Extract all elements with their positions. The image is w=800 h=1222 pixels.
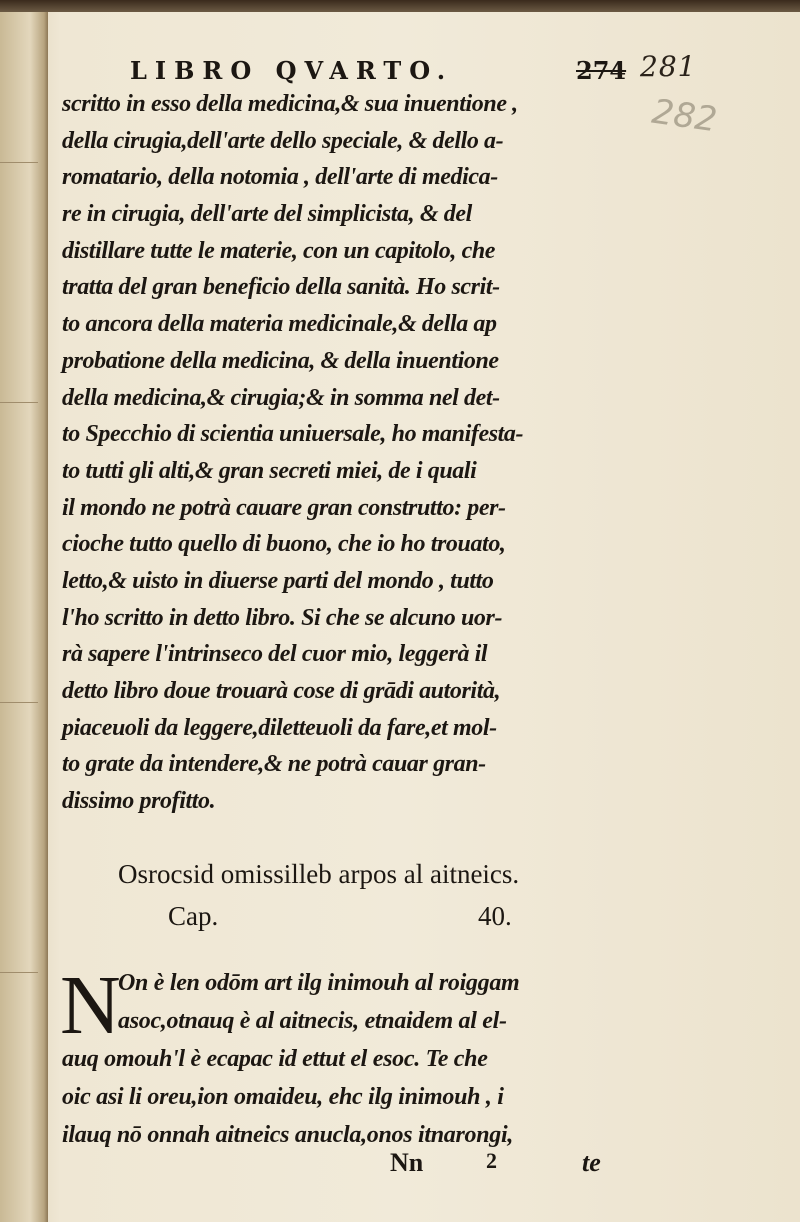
text-line: to grate da intendere,& ne potrà cauar gran- — [62, 751, 486, 778]
book-gutter — [0, 12, 48, 1222]
gutter-line — [0, 402, 38, 403]
text-line: to tutti gli alti,& gran secreti miei, de i quali — [62, 457, 477, 484]
text-line: On è len odōm art ilg inimouh al roiggam — [118, 970, 520, 996]
text-line: il mondo ne potrà cauare gran construtto: per- — [62, 494, 506, 521]
text-line: l'ho scritto in detto libro. Si che se alcuno uor- — [62, 604, 503, 631]
drop-capital: N — [60, 959, 121, 1052]
text-line: probatione della medicina, & della inuentione — [62, 347, 499, 374]
text-line: asoc,otnauq è al aitnecis, etnaidem al el- — [118, 1008, 507, 1034]
book-top-edge — [0, 0, 800, 12]
gutter-line — [0, 702, 38, 703]
text-line: romatario, della notomia , dell'arte di medica- — [62, 164, 498, 191]
signature-line — [390, 1148, 650, 1188]
gutter-line — [0, 162, 38, 163]
text-line: cioche tutto quello di buono, che io ho trouato, — [62, 531, 506, 558]
text-line: re in cirugia, dell'arte del simplicista, & del — [62, 201, 472, 228]
text-line: to ancora della materia medicinale,& della ap — [62, 311, 497, 338]
text-line: rà sapere l'intrinseco del cuor mio, leggerà il — [62, 641, 488, 668]
handwritten-folio-number: 281 — [640, 50, 697, 83]
chapter-label: Cap. — [168, 901, 219, 931]
body-text — [62, 86, 642, 820]
struck-folio-number: 274 — [576, 56, 627, 85]
pencil-folio-note: 282 — [649, 91, 720, 141]
signature-number: 2 — [486, 1148, 497, 1173]
running-title: LIBRO QVARTO. — [130, 56, 454, 85]
chapter-number: 40. — [478, 901, 512, 931]
text-line: tratta del gran beneficio della sanità. Ho scrit- — [62, 274, 500, 301]
text-line: dissimo profitto. — [62, 788, 216, 815]
text-line: letto,& uisto in diuerse parti del mondo , tutto — [62, 567, 494, 594]
text-line: distillare tutte le materie, con un capitolo, che — [62, 237, 496, 264]
text-line: detto libro doue trouarà cose di grādi autorità, — [62, 678, 501, 704]
text-line: ilauq nō onnah aitneics anucla,onos itnarongi, — [62, 1122, 514, 1148]
text-line: della medicina,& cirugia;& in somma nel det- — [62, 384, 500, 411]
chapter-heading: Osrocsid omissilleb arpos al aitneics. — [118, 859, 520, 889]
text-line: scritto in esso della medicina,& sua inuentione , — [62, 91, 518, 117]
text-line: auq omouh'l è ecapac id ettut el esoc. Te che — [62, 1046, 488, 1072]
chapter-heading-block — [118, 854, 638, 931]
text-line: piaceuoli da leggere,diletteuoli da fare,et mol- — [62, 714, 497, 741]
text-line: della cirugia,dell'arte dello speciale, & dello a- — [62, 127, 504, 154]
catchword: te — [582, 1148, 601, 1177]
text-line: to Specchio di scientia uniuersale, ho manifesta- — [62, 421, 524, 448]
chapter-text — [62, 964, 648, 1154]
signature-mark: Nn — [390, 1148, 424, 1177]
gutter-line — [0, 972, 38, 973]
text-line: oic asi li oreu,ion omaideu, ehc ilg inimouh , i — [62, 1084, 504, 1110]
